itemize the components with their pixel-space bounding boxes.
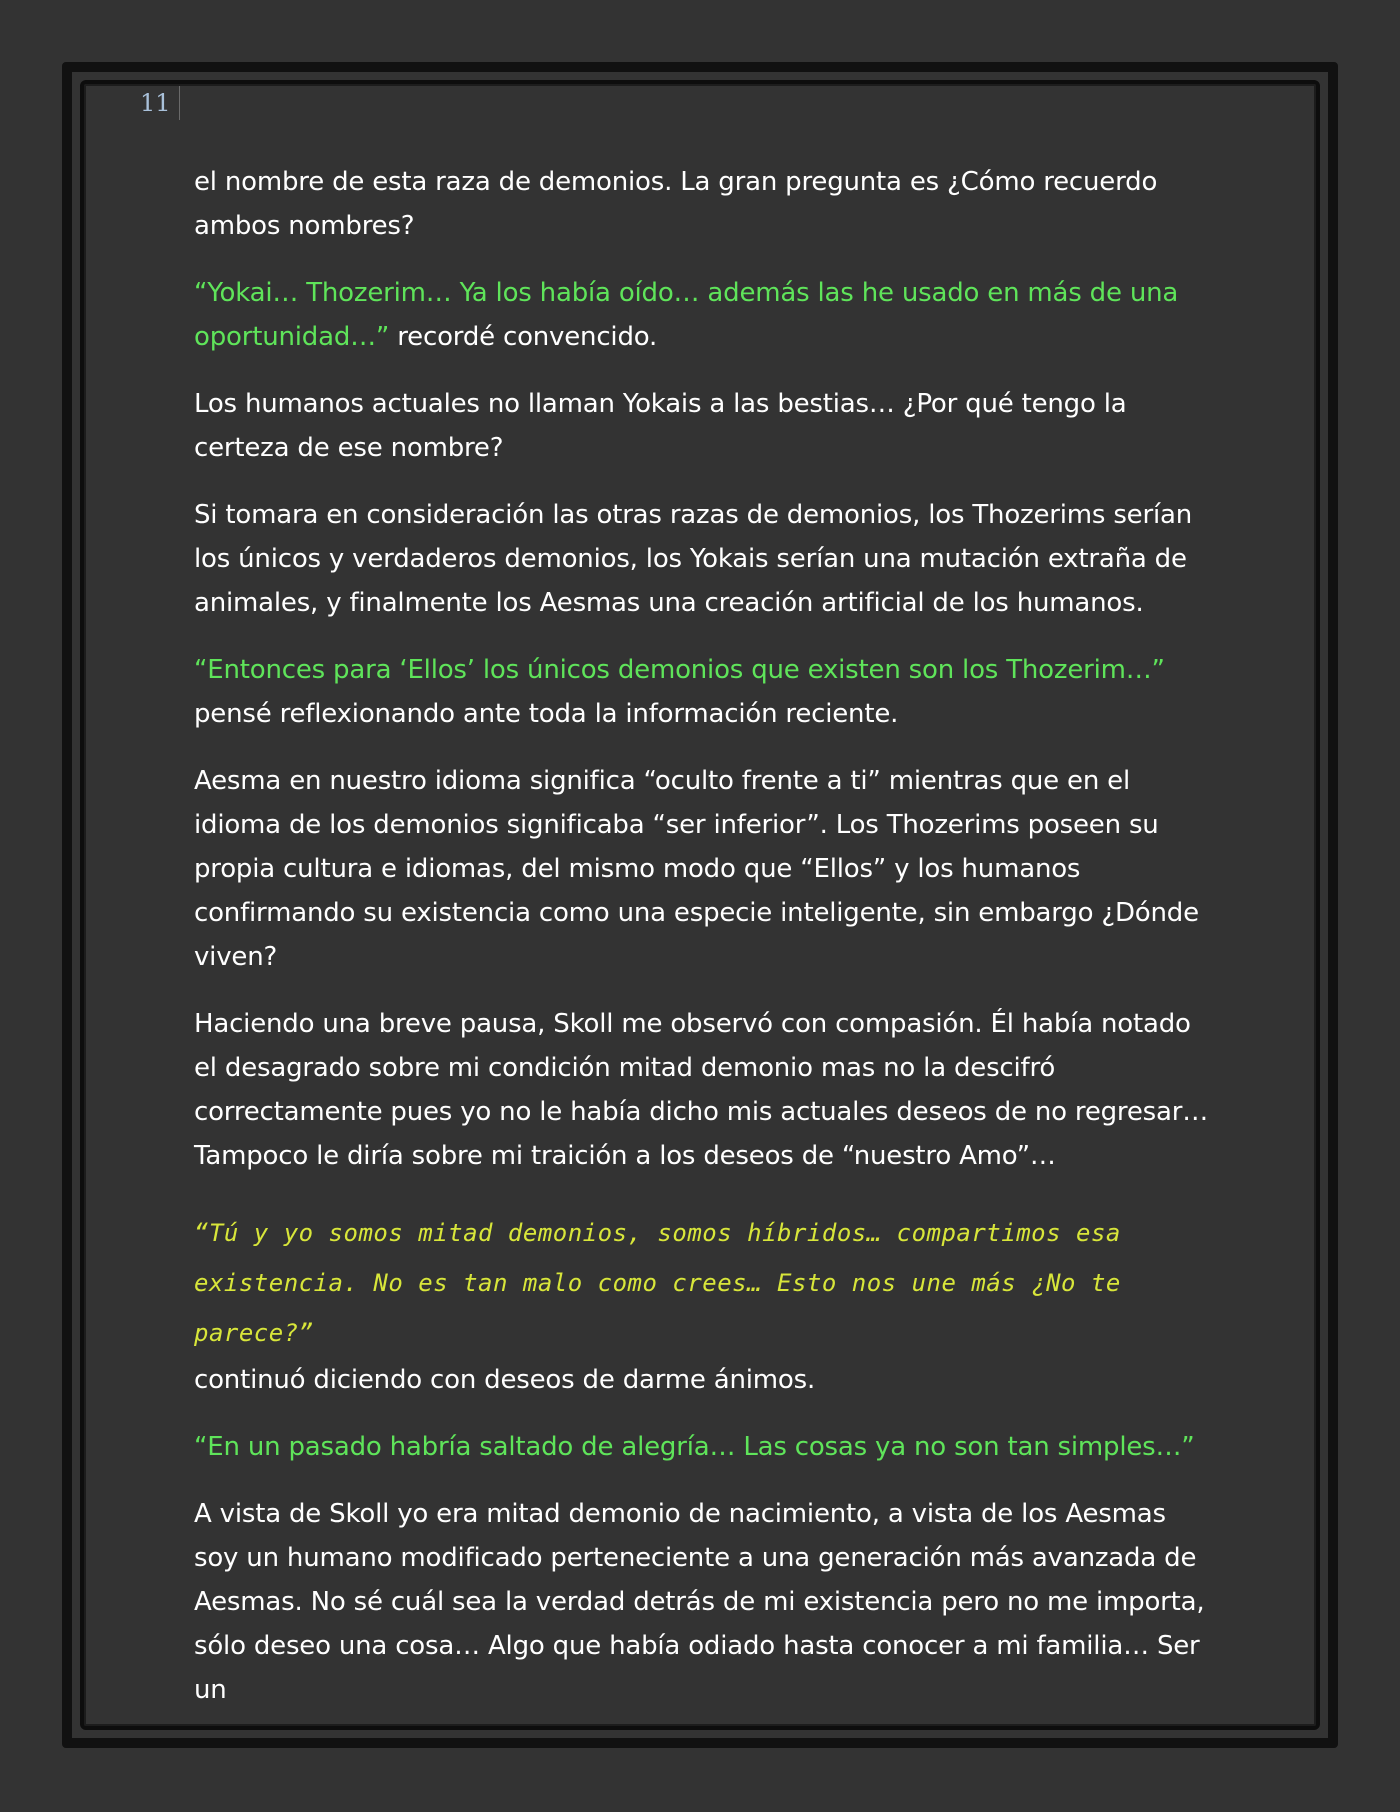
paragraph-6: Aesma en nuestro idioma significa “oculto frente a ti” mientras que en el idioma de los demonios significaba “ser inferior”. Los Thozerims poseen su propia cultura e idiomas, del mismo modo que “Ellos” y los humanos confirmando su existencia como una especie inteligente, sin embargo ¿Dónde viven? [194, 766, 1199, 972]
narration-tail: recordé convencido. [389, 322, 658, 352]
narration-tail: pensé reflexionando ante toda la información reciente. [194, 699, 899, 729]
paragraph-10: A vista de Skoll yo era mitad demonio de nacimiento, a vista de los Aesmas soy un humano modificado perteneciente a una generación más avanzada de Aesmas. No sé cuál sea la verdad detrás de mi existencia pero no me importa, sólo deseo una cosa… Algo que había odiado hasta conocer a mi familia… Ser un [194, 1499, 1205, 1705]
paragraph-3: Los humanos actuales no llaman Yokais a las bestias… ¿Por qué tengo la certeza de ese nombre? [194, 389, 1127, 463]
paragraph-8 [194, 1208, 1212, 1402]
paragraph-2 [194, 271, 1212, 359]
thought-quote: “Entonces para ‘Ellos’ los únicos demonios que existen son los Thozerim…” [194, 655, 1165, 685]
paragraph-9: “En un pasado habría saltado de alegría… Las cosas ya no son tan simples…” [194, 1432, 1195, 1462]
paragraph-1: el nombre de esta raza de demonios. La gran pregunta es ¿Cómo recuerdo ambos nombres? [194, 167, 1158, 241]
thought-quote: “Yokai… Thozerim… Ya los había oído… además las he usado en más de una oportunidad…” [194, 278, 1179, 352]
page-number: 11 [140, 86, 180, 120]
paragraph-7: Haciendo una breve pausa, Skoll me observó con compasión. Él había notado el desagrado sobre mi condición mitad demonio mas no la descifró correctamente pues yo no le había dicho mis actuales deseos de no regresar… Tampoco le diría sobre mi traición a los deseos de “nuestro Amo”… [194, 1009, 1209, 1171]
paragraph-4: Si tomara en consideración las otras razas de demonios, los Thozerims serían los únicos y verdaderos demonios, los Yokais serían una mutación extraña de animales, y finalmente los Aesmas una creación artificial de los humanos. [194, 500, 1192, 618]
paragraph-5 [194, 648, 1212, 736]
speech-quote: “Tú y yo somos mitad demonios, somos híbridos… compartimos esa existencia. No es tan malo como crees… Esto nos une más ¿No te parece?” [194, 1219, 1121, 1347]
narration-tail: continuó diciendo con deseos de darme ánimos. [194, 1365, 816, 1395]
page-content [194, 160, 1212, 1735]
